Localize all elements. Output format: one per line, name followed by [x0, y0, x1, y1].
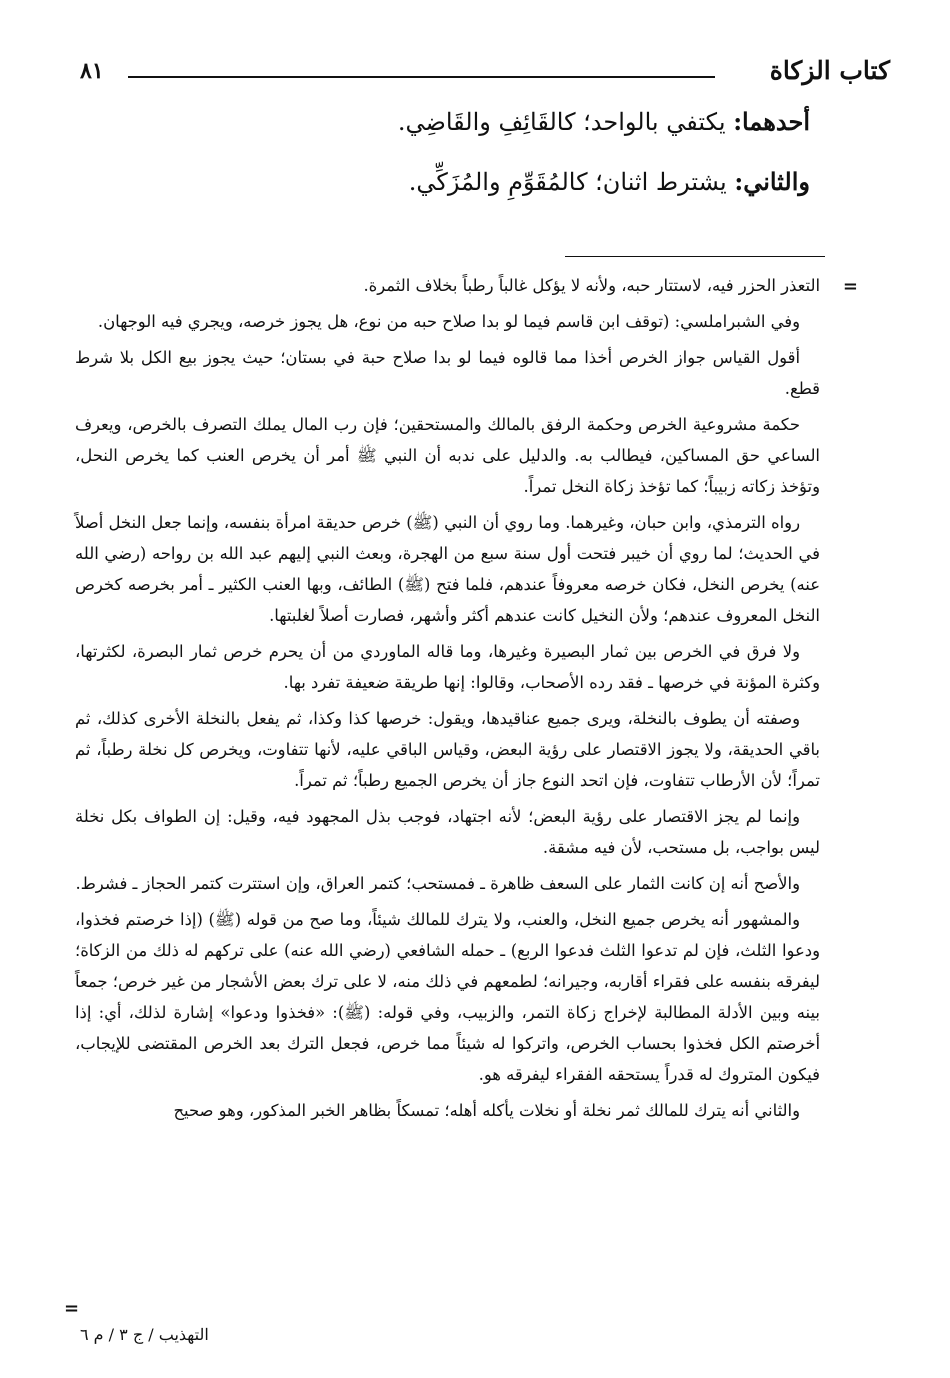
book-title: كتاب الزكاة	[769, 56, 890, 85]
footnote-paragraph: وصفته أن يطوف بالنخلة، ويرى جميع عناقيدها، ويقول: خرصها كذا وكذا، ثم يفعل بالنخلة الأخرى كذلك، ثم باقي الحديقة، ولا يجوز الاقتصار على رؤية البعض، وقياس الباقي عليه، لأنها تتفاوت، ويخرص كل نخلة رطباً، ثم تمراً؛ لأن الأرطاب تتفاوت، فإن اتحد النوع جاز أن يخرص الجميع رطباً؛ ثم تمراً.	[75, 709, 820, 790]
footnote-paragraph: وفي الشبراملسي: (توقف ابن قاسم فيما لو بدا صلاح حبه من نوع، هل يجوز خرصه، ويجري فيه الوجهان.	[97, 312, 800, 331]
footnote-paragraph: أقول القياس جواز الخرص أخذا مما قالوه فيما لو بدا صلاح حبة في بستان؛ حيث يجوز بيع الكل بلا شرط قطع.	[75, 348, 820, 398]
footnote-paragraph: حكمة مشروعية الخرص وحكمة الرفق بالمالك والمستحقين؛ فإن رب المال يملك التصرف بالخرص، ويعرف الساعي حق المساكين، فيطالب به. والدليل على ندبه أن النبي ﷺ أمر أن يخرص العنب كما يخرص النحل، وتؤخذ زكاته زبيباً؛ كما تؤخذ زكاة النخل تمراً.	[75, 415, 820, 496]
footnote-paragraph: رواه الترمذي، وابن حبان، وغيرهما. وما روي أن النبي (ﷺ) خرص حديقة امرأة بنفسه، وإنما جعل النخل أصلاً في الحديث؛ لما روي أن خيبر فتحت أول سنة سبع من الهجرة، وبعث النبي إليهم عبد الله بن رواحه (رضي الله عنه) يخرص النخل، فكان خرصه معروفاً عندهم، فلما فتح (ﷺ) الطائف، وبها العنب الكثير ـ أمر بخرصه كخرص النخل المعروف عندهم؛ ولأن النخيل كانت عندهم أكثر وأشهر، فصارت أصلاً لغلبتها.	[75, 513, 820, 625]
footnotes	[75, 270, 820, 1131]
page-header	[80, 56, 890, 96]
footnote-paragraph: التعذر الحزر فيه، لاستتار حبه، ولأنه لا يؤكل غالباً رطباً بخلاف الثمرة.	[363, 276, 820, 295]
main-line-2	[80, 162, 810, 202]
main-line-2-text: يشترط اثنان؛ كالمُقَوِّمِ والمُزَكِّي.	[408, 168, 727, 196]
main-line-2-label: والثاني:	[734, 167, 810, 196]
main-line-1-label: أحدهما:	[733, 107, 810, 136]
header-rule	[128, 76, 715, 78]
footnote-paragraph: والأصح أنه إن كانت الثمار على السعف ظاهرة ـ فمستحب؛ كتمر العراق، وإن استترت كتمر الحجاز ـ فشرط.	[75, 874, 800, 893]
main-text	[80, 102, 810, 222]
main-line-1-text: يكتفي بالواحد؛ كالقَائِفِ والقَاضِي.	[397, 108, 726, 136]
printer-signature: التهذيب / ج ٣ / م ٦	[80, 1325, 209, 1344]
footnote-separator	[565, 256, 825, 257]
main-line-1	[80, 102, 810, 142]
footnote-paragraph: والمشهور أنه يخرص جميع النخل، والعنب، ولا يترك للمالك شيئاً، وما صح من قوله (ﷺ) (إذا خرصتم فخذوا، ودعوا الثلث، فإن لم تدعوا الثلث فدعوا الربع) ـ حمله الشافعي (رضي الله عنه) على تركهم له ذلك من الزكاة؛ ليفرقه بنفسه على فقراء أقاربه، وجيرانه؛ لطمعهم في ذلك منه، لا على ترك بعض الأشجار من غير خرص؛ جمعاً بينه وبين الأدلة المطالبة لإخراج زكاة التمر، والزبيب، وفي قوله: (ﷺ): «فخذوا ودعوا» إشارة لذلك، أي: إذا أخرصتم الكل فخذوا بحساب الخرص، واتركوا له شيئاً مما خرص، فجعل الترك بعد الخرص المقتضى للإيجاب، فيكون المتروك له قدراً يستحقه الفقراء ليفرقه هو.	[75, 910, 820, 1084]
footnote-paragraph: والثاني أنه يترك للمالك ثمر نخلة أو نخلات يأكله أهله؛ تمسكاً بظاهر الخبر المذكور، وهو صحيح	[173, 1101, 800, 1120]
footnote-paragraph: ولا فرق في الخرص بين ثمار البصيرة وغيرها، وما قاله الماوردي من أن يحرم خرص ثمار البصرة، لكثرتها، وكثرة المؤنة في خرصها ـ فقد رده الأصحاب، وقالوا: إنها طريقة ضعيفة تفرد بها.	[75, 642, 820, 692]
footnote-continuation-mark-top: =	[842, 276, 858, 297]
footnote-continuation-mark-bottom: =	[64, 1298, 80, 1319]
page-number: ٨١	[80, 58, 104, 84]
footnote-paragraph: وإنما لم يجز الاقتصار على رؤية البعض؛ لأنه اجتهاد، فوجب بذل المجهود فيه، وقيل: إن الطواف بكل نخلة ليس بواجب، بل مستحب، لأن فيه مشقة.	[75, 807, 820, 857]
